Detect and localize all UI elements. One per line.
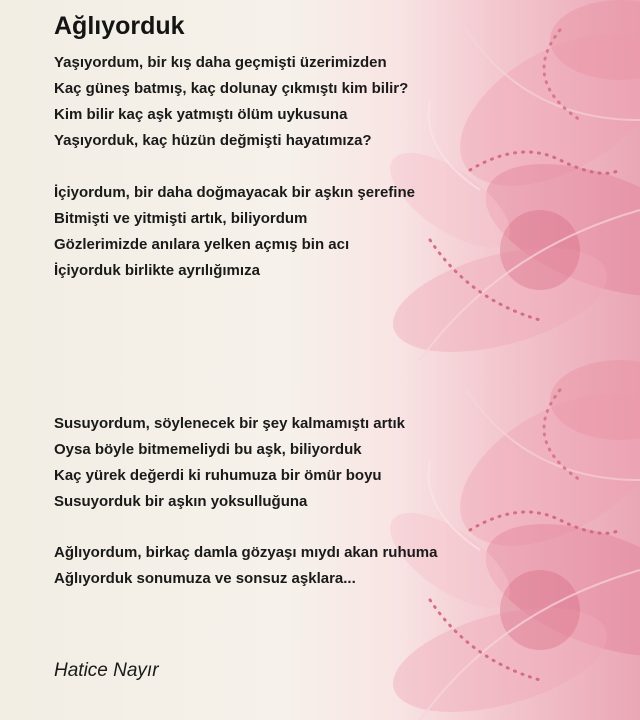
poem-line: İçiyordum, bir daha doğmayacak bir aşkın şerefine [54,184,415,201]
poem-line: Yaşıyorduk, kaç hüzün değmişti hayatımıza? [54,132,372,149]
poem-line: İçiyorduk birlikte ayrılığımıza [54,262,260,279]
stanza-1 [54,50,408,154]
poem-author: Hatice Nayır [54,660,159,681]
poem-line: Kaç yürek değerdi ki ruhumuza bir ömür boyu [54,467,382,484]
poem-line: Gözlerimizde anılara yelken açmış bin acı [54,236,350,253]
poem-title: Ağlıyorduk [54,12,185,40]
poem-line: Yaşıyordum, bir kış daha geçmişti üzerimizden [54,54,387,71]
poem-line: Oysa böyle bitmemeliydi bu aşk, biliyorduk [54,441,362,458]
poem-line: Bitmişti ve yitmişti artık, biliyordum [54,210,308,227]
stanza-2 [54,180,415,284]
poem-line: Susuyordum, söylenecek bir şey kalmamıştı artık [54,415,405,432]
poem-line: Ağlıyorduk sonumuza ve sonsuz aşklara... [54,570,356,587]
poem-line: Ağlıyordum, birkaç damla gözyaşı mıydı akan ruhuma [54,544,438,561]
stanza-3 [54,411,405,515]
poem-line: Kaç güneş batmış, kaç dolunay çıkmıştı kim bilir? [54,80,409,97]
stanza-4 [54,540,437,592]
poem-line: Susuyorduk bir aşkın yoksulluğuna [54,493,308,510]
poem-line: Kim bilir kaç aşk yatmıştı ölüm uykusuna [54,106,348,123]
